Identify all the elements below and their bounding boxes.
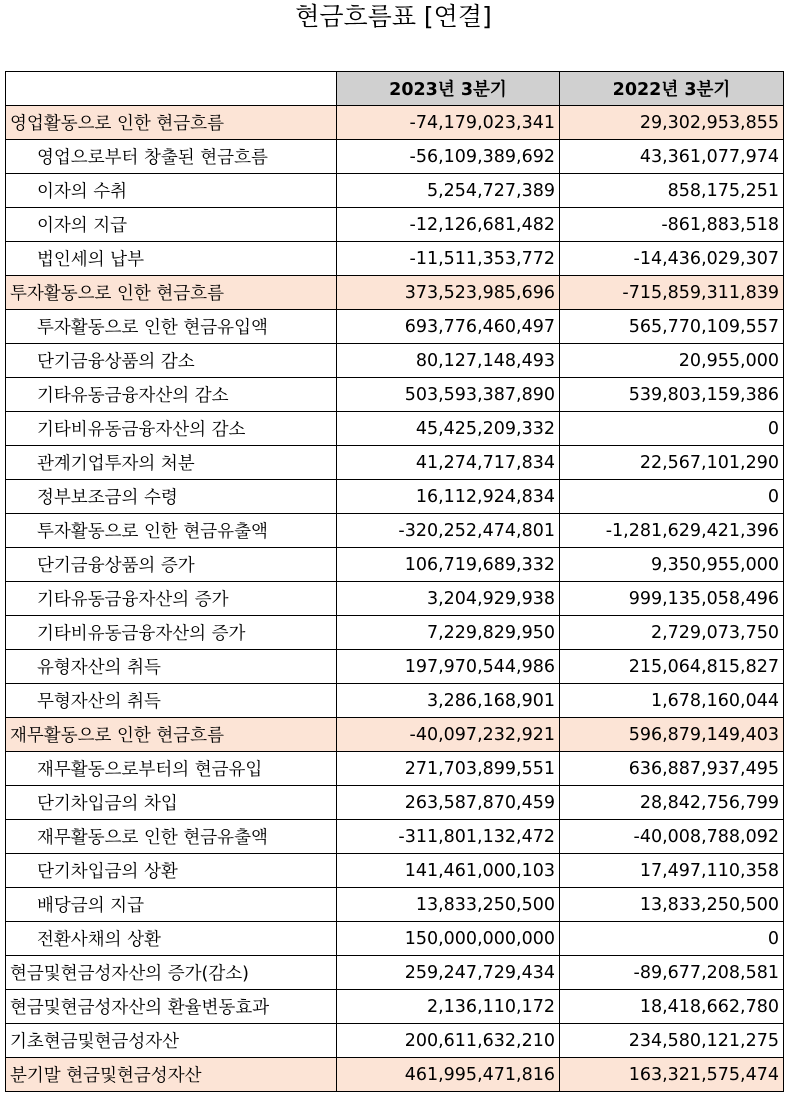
value-2023-q3: 13,833,250,500 <box>337 888 560 922</box>
row-label: 재무활동으로부터의 현금유입 <box>6 752 337 786</box>
table-row <box>6 446 784 480</box>
header-2022-q3: 2022년 3분기 <box>560 72 784 106</box>
value-2022-q3: -40,008,788,092 <box>560 820 784 854</box>
value-2022-q3: 17,497,110,358 <box>560 854 784 888</box>
header-label-cell <box>6 72 337 106</box>
table-row <box>6 718 784 752</box>
row-label: 유형자산의 취득 <box>6 650 337 684</box>
value-2023-q3: -74,179,023,341 <box>337 106 560 140</box>
value-2022-q3: -14,436,029,307 <box>560 242 784 276</box>
row-label: 법인세의 납부 <box>6 242 337 276</box>
table-row <box>6 684 784 718</box>
row-label: 재무활동으로 인한 현금흐름 <box>6 718 337 752</box>
table-row <box>6 514 784 548</box>
value-2023-q3: 3,286,168,901 <box>337 684 560 718</box>
row-label: 기타유동금융자산의 감소 <box>6 378 337 412</box>
value-2023-q3: 41,274,717,834 <box>337 446 560 480</box>
value-2023-q3: 197,970,544,986 <box>337 650 560 684</box>
row-label: 관계기업투자의 처분 <box>6 446 337 480</box>
value-2022-q3: 22,567,101,290 <box>560 446 784 480</box>
value-2023-q3: 150,000,000,000 <box>337 922 560 956</box>
row-label: 전환사채의 상환 <box>6 922 337 956</box>
value-2023-q3: 259,247,729,434 <box>337 956 560 990</box>
value-2022-q3: 163,321,575,474 <box>560 1058 784 1092</box>
value-2023-q3: 16,112,924,834 <box>337 480 560 514</box>
table-row <box>6 1024 784 1058</box>
row-label: 기타비유동금융자산의 증가 <box>6 616 337 650</box>
row-label: 단기차입금의 차입 <box>6 786 337 820</box>
table-row <box>6 1058 784 1092</box>
table-row <box>6 990 784 1024</box>
row-label: 단기금융상품의 감소 <box>6 344 337 378</box>
table-row <box>6 276 784 310</box>
value-2023-q3: 5,254,727,389 <box>337 174 560 208</box>
value-2022-q3: -861,883,518 <box>560 208 784 242</box>
table-row <box>6 582 784 616</box>
value-2022-q3: 215,064,815,827 <box>560 650 784 684</box>
row-label: 재무활동으로 인한 현금유출액 <box>6 820 337 854</box>
value-2022-q3: 2,729,073,750 <box>560 616 784 650</box>
value-2022-q3: 565,770,109,557 <box>560 310 784 344</box>
value-2022-q3: 858,175,251 <box>560 174 784 208</box>
row-label: 투자활동으로 인한 현금유출액 <box>6 514 337 548</box>
value-2023-q3: 106,719,689,332 <box>337 548 560 582</box>
value-2023-q3: -311,801,132,472 <box>337 820 560 854</box>
value-2022-q3: 18,418,662,780 <box>560 990 784 1024</box>
value-2023-q3: -40,097,232,921 <box>337 718 560 752</box>
value-2022-q3: 43,361,077,974 <box>560 140 784 174</box>
table-row <box>6 412 784 446</box>
page-title: 현금흐름표 [연결] <box>295 2 492 31</box>
value-2022-q3: 9,350,955,000 <box>560 548 784 582</box>
table-row <box>6 922 784 956</box>
table-row <box>6 786 784 820</box>
table-row <box>6 242 784 276</box>
value-2023-q3: 693,776,460,497 <box>337 310 560 344</box>
value-2023-q3: 7,229,829,950 <box>337 616 560 650</box>
value-2023-q3: 263,587,870,459 <box>337 786 560 820</box>
table-row <box>6 480 784 514</box>
value-2022-q3: 596,879,149,403 <box>560 718 784 752</box>
table-row <box>6 888 784 922</box>
value-2023-q3: -11,511,353,772 <box>337 242 560 276</box>
row-label: 이자의 지급 <box>6 208 337 242</box>
value-2023-q3: 2,136,110,172 <box>337 990 560 1024</box>
table-row <box>6 140 784 174</box>
row-label: 배당금의 지급 <box>6 888 337 922</box>
value-2022-q3: 20,955,000 <box>560 344 784 378</box>
row-label: 정부보조금의 수령 <box>6 480 337 514</box>
row-label: 영업으로부터 창출된 현금흐름 <box>6 140 337 174</box>
row-label: 투자활동으로 인한 현금흐름 <box>6 276 337 310</box>
table-row <box>6 208 784 242</box>
row-label: 기타비유동금융자산의 감소 <box>6 412 337 446</box>
table-row <box>6 378 784 412</box>
row-label: 단기차입금의 상환 <box>6 854 337 888</box>
value-2023-q3: 373,523,985,696 <box>337 276 560 310</box>
value-2022-q3: 0 <box>560 480 784 514</box>
row-label: 분기말 현금및현금성자산 <box>6 1058 337 1092</box>
value-2023-q3: -320,252,474,801 <box>337 514 560 548</box>
table-header-row <box>6 72 784 106</box>
row-label: 현금및현금성자산의 증가(감소) <box>6 956 337 990</box>
value-2023-q3: 271,703,899,551 <box>337 752 560 786</box>
value-2022-q3: 636,887,937,495 <box>560 752 784 786</box>
value-2023-q3: -56,109,389,692 <box>337 140 560 174</box>
table-row <box>6 820 784 854</box>
table-row <box>6 310 784 344</box>
value-2022-q3: -89,677,208,581 <box>560 956 784 990</box>
row-label: 기초현금및현금성자산 <box>6 1024 337 1058</box>
value-2023-q3: 80,127,148,493 <box>337 344 560 378</box>
value-2022-q3: 29,302,953,855 <box>560 106 784 140</box>
table-row <box>6 548 784 582</box>
table-row <box>6 956 784 990</box>
value-2023-q3: -12,126,681,482 <box>337 208 560 242</box>
table-row <box>6 854 784 888</box>
row-label: 기타유동금융자산의 증가 <box>6 582 337 616</box>
value-2023-q3: 141,461,000,103 <box>337 854 560 888</box>
value-2022-q3: 13,833,250,500 <box>560 888 784 922</box>
value-2022-q3: -1,281,629,421,396 <box>560 514 784 548</box>
value-2022-q3: 0 <box>560 412 784 446</box>
table-row <box>6 174 784 208</box>
row-label: 영업활동으로 인한 현금흐름 <box>6 106 337 140</box>
value-2022-q3: 28,842,756,799 <box>560 786 784 820</box>
value-2022-q3: 999,135,058,496 <box>560 582 784 616</box>
value-2023-q3: 3,204,929,938 <box>337 582 560 616</box>
table-body <box>6 106 784 1092</box>
value-2022-q3: 1,678,160,044 <box>560 684 784 718</box>
value-2023-q3: 503,593,387,890 <box>337 378 560 412</box>
row-label: 현금및현금성자산의 환율변동효과 <box>6 990 337 1024</box>
row-label: 단기금융상품의 증가 <box>6 548 337 582</box>
value-2022-q3: 234,580,121,275 <box>560 1024 784 1058</box>
value-2023-q3: 45,425,209,332 <box>337 412 560 446</box>
value-2022-q3: 0 <box>560 922 784 956</box>
row-label: 투자활동으로 인한 현금유입액 <box>6 310 337 344</box>
table-row <box>6 344 784 378</box>
row-label: 무형자산의 취득 <box>6 684 337 718</box>
value-2022-q3: 539,803,159,386 <box>560 378 784 412</box>
table-row <box>6 106 784 140</box>
cash-flow-table <box>5 71 784 1092</box>
table-row <box>6 752 784 786</box>
value-2023-q3: 200,611,632,210 <box>337 1024 560 1058</box>
header-2023-q3: 2023년 3분기 <box>337 72 560 106</box>
table-row <box>6 650 784 684</box>
value-2023-q3: 461,995,471,816 <box>337 1058 560 1092</box>
value-2022-q3: -715,859,311,839 <box>560 276 784 310</box>
table-row <box>6 616 784 650</box>
row-label: 이자의 수취 <box>6 174 337 208</box>
